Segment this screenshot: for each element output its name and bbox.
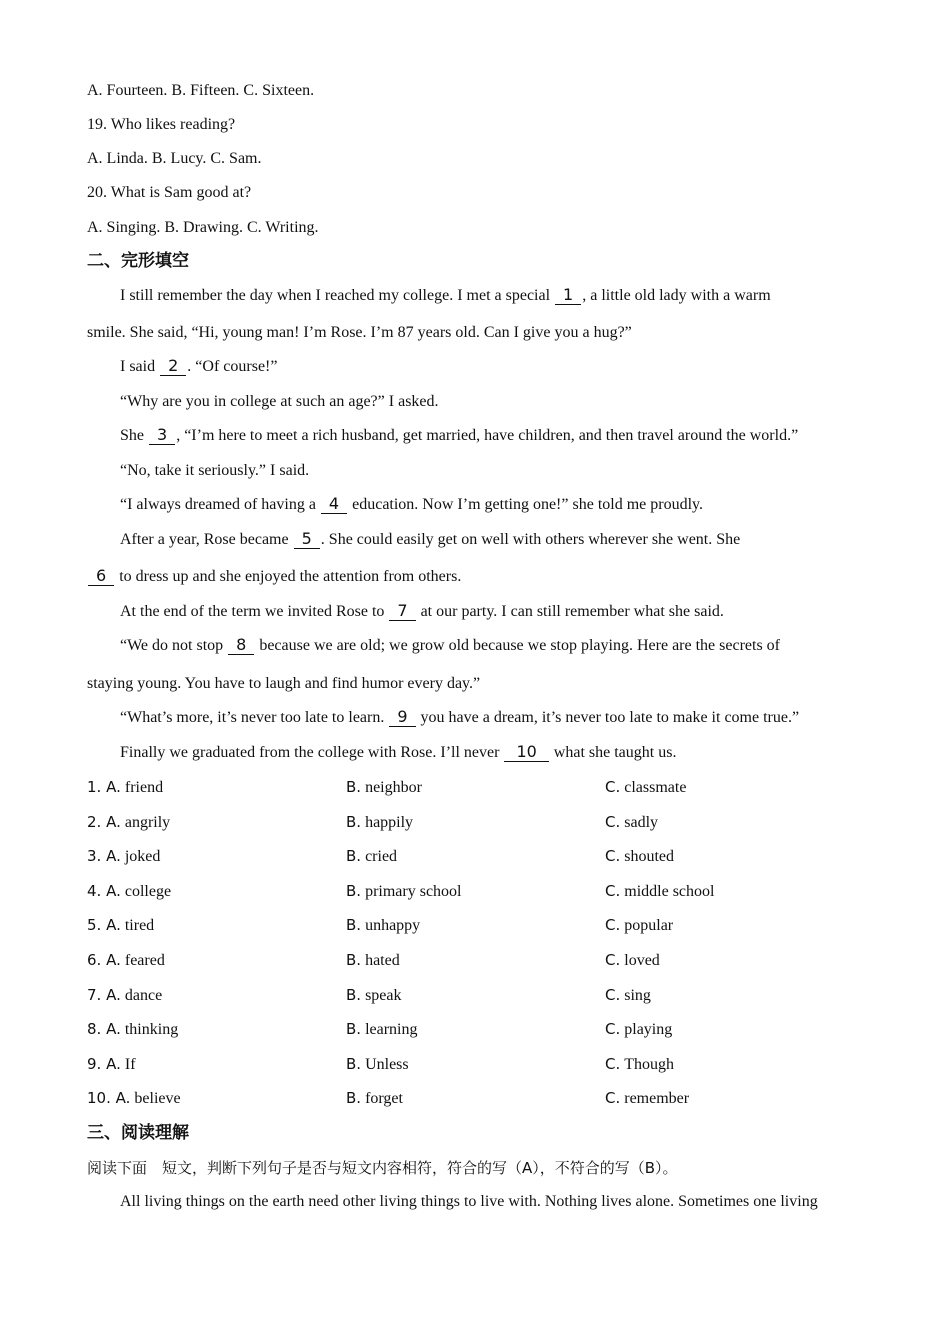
question-3-option-a [87, 846, 160, 867]
option-label: C. [605, 986, 621, 1004]
option-label: 9. A. [87, 1055, 121, 1073]
text-segment: what she taught us. [549, 744, 677, 761]
option-text: tired [124, 917, 155, 934]
option-label: 8. A. [87, 1020, 121, 1038]
question-8-option-a [87, 1019, 178, 1040]
option-text: angrily [124, 814, 171, 831]
question-5-option-c [605, 915, 673, 936]
option-text: forget [365, 1090, 403, 1107]
question-4-option-b [346, 881, 461, 902]
question-4-option-a [87, 881, 171, 902]
question-2-option-c [605, 812, 658, 833]
question-5-option-a [87, 915, 154, 936]
reading-heading: 三、阅读理解 [87, 1123, 189, 1143]
question-1-option-b [346, 777, 422, 798]
option-label: 2. A. [87, 813, 121, 831]
text-segment: , a little old lady with a warm [582, 287, 771, 304]
option-label: B. [346, 986, 362, 1004]
option-text: thinking [124, 1021, 179, 1038]
text-segment: because we are old; we grow old because we stop playing. Here are the secrets of [255, 637, 780, 654]
question-8-option-c [605, 1019, 672, 1040]
blank-6: 6 [88, 567, 114, 586]
blank-7: 7 [389, 602, 415, 621]
question-7-option-a [87, 985, 162, 1006]
option-text: popular [624, 917, 674, 934]
option-label: 1. A. [87, 778, 121, 796]
blank-1: 1 [555, 286, 581, 305]
question-2-option-b [346, 812, 413, 833]
option-label: B. [346, 813, 362, 831]
question-2-option-a [87, 812, 170, 833]
cloze-paragraph-2 [120, 357, 277, 377]
blank-9: 9 [389, 708, 415, 727]
blank-3: 3 [149, 426, 175, 445]
option-text: Unless [365, 1056, 409, 1073]
question-4-option-c [605, 881, 714, 902]
question-8-option-b [346, 1019, 417, 1040]
cloze-paragraph-1-cont: smile. She said, “Hi, young man! I’m Rose. I’m 87 years old. Can I give you a hug?” [87, 324, 632, 341]
question-9-option-b [346, 1054, 409, 1075]
blank-5: 5 [294, 530, 320, 549]
text-segment: . She could easily get on well with others wherever she went. She [320, 531, 741, 548]
option-label: B. [346, 951, 362, 969]
question-1-option-a [87, 777, 163, 798]
reading-instruction: 阅读下面 短文，判断下列句子是否与短文内容相符，符合的写（A），不符合的写（B）。 [87, 1159, 678, 1177]
text-segment: “What’s more, it’s never too late to learn. [120, 709, 389, 726]
q19-options: A. Linda. B. Lucy. C. Sam. [87, 150, 262, 167]
question-5-option-b [346, 915, 420, 936]
option-label: C. [605, 951, 621, 969]
text-segment: . “Of course!” [187, 358, 278, 375]
q18-options: A. Fourteen. B. Fifteen. C. Sixteen. [87, 82, 315, 99]
text-segment: to dress up and she enjoyed the attention from others. [115, 568, 462, 585]
text-segment: She [120, 427, 148, 444]
option-text: If [124, 1056, 136, 1073]
question-6-option-a [87, 950, 165, 971]
option-text: loved [624, 952, 660, 969]
cloze-paragraph-6 [120, 495, 703, 515]
q19-question: 19. Who likes reading? [87, 116, 236, 133]
option-text: neighbor [365, 779, 422, 796]
text-segment: “We do not stop [120, 637, 228, 654]
text-segment: I said [120, 358, 160, 375]
text-segment: , “I’m here to meet a rich husband, get married, have children, and then travel around the world.” [176, 427, 799, 444]
option-text: remember [624, 1090, 690, 1107]
cloze-paragraph-4 [120, 426, 798, 446]
text-segment: education. Now I’m getting one!” she told me proudly. [348, 496, 703, 513]
question-9-option-c [605, 1054, 674, 1075]
blank-8: 8 [228, 636, 254, 655]
option-text: playing [624, 1021, 673, 1038]
cloze-paragraph-1 [120, 286, 771, 306]
question-3-option-c [605, 846, 674, 867]
option-label: B. [346, 1020, 362, 1038]
option-text: Though [624, 1056, 675, 1073]
option-text: believe [134, 1090, 181, 1107]
option-label: 5. A. [87, 916, 121, 934]
cloze-paragraph-9-cont: staying young. You have to laugh and find humor every day.” [87, 675, 481, 692]
option-text: sing [624, 987, 651, 1004]
cloze-paragraph-11 [120, 743, 676, 763]
option-label: C. [605, 847, 621, 865]
text-segment: At the end of the term we invited Rose to [120, 603, 389, 620]
option-text: cried [365, 848, 398, 865]
question-9-option-a [87, 1054, 136, 1075]
option-label: C. [605, 778, 621, 796]
question-10-option-c [605, 1088, 689, 1109]
option-text: college [124, 883, 172, 900]
option-text: happily [365, 814, 414, 831]
option-label: 4. A. [87, 882, 121, 900]
option-text: friend [124, 779, 164, 796]
cloze-paragraph-10 [120, 708, 799, 728]
question-1-option-c [605, 777, 686, 798]
cloze-paragraph-7 [120, 530, 740, 550]
text-segment: “I always dreamed of having a [120, 496, 320, 513]
question-6-option-b [346, 950, 400, 971]
option-text: speak [365, 987, 402, 1004]
option-label: B. [346, 1055, 362, 1073]
blank-2: 2 [160, 357, 186, 376]
option-label: C. [605, 1089, 621, 1107]
question-6-option-c [605, 950, 660, 971]
option-label: B. [346, 916, 362, 934]
option-text: unhappy [365, 917, 421, 934]
text-segment: you have a dream, it’s never too late to make it come true.” [416, 709, 800, 726]
option-text: shouted [624, 848, 675, 865]
option-text: dance [124, 987, 163, 1004]
cloze-paragraph-7-cont [87, 567, 461, 587]
cloze-heading: 二、完形填空 [87, 251, 189, 271]
cloze-paragraph-3: “Why are you in college at such an age?” I asked. [120, 393, 439, 410]
option-text: feared [124, 952, 165, 969]
text-segment: at our party. I can still remember what she said. [416, 603, 724, 620]
question-3-option-b [346, 846, 397, 867]
q20-question: 20. What is Sam good at? [87, 184, 252, 201]
question-7-option-b [346, 985, 402, 1006]
blank-4: 4 [321, 495, 347, 514]
text-segment: I still remember the day when I reached my college. I met a special [120, 287, 555, 304]
option-text: sadly [624, 814, 659, 831]
text-segment: After a year, Rose became [120, 531, 293, 548]
option-label: C. [605, 1055, 621, 1073]
reading-paragraph-1: All living things on the earth need other living things to live with. Nothing lives alone. Sometimes one living [120, 1193, 818, 1210]
option-label: 3. A. [87, 847, 121, 865]
cloze-paragraph-8 [120, 602, 724, 622]
question-10-option-b [346, 1088, 403, 1109]
question-10-option-a [87, 1088, 181, 1109]
q20-options: A. Singing. B. Drawing. C. Writing. [87, 219, 319, 236]
question-7-option-c [605, 985, 651, 1006]
option-text: middle school [624, 883, 715, 900]
option-text: primary school [365, 883, 462, 900]
option-label: C. [605, 813, 621, 831]
text-segment: Finally we graduated from the college with Rose. I’ll never [120, 744, 504, 761]
cloze-paragraph-5: “No, take it seriously.” I said. [120, 462, 310, 479]
option-label: 10. A. [87, 1089, 131, 1107]
option-label: C. [605, 1020, 621, 1038]
cloze-paragraph-9 [120, 636, 780, 656]
blank-10: 10 [504, 743, 548, 762]
option-label: C. [605, 916, 621, 934]
option-label: B. [346, 847, 362, 865]
option-label: 7. A. [87, 986, 121, 1004]
option-label: B. [346, 882, 362, 900]
option-text: hated [365, 952, 400, 969]
option-label: B. [346, 1089, 362, 1107]
option-label: C. [605, 882, 621, 900]
option-text: learning [365, 1021, 418, 1038]
option-label: B. [346, 778, 362, 796]
option-label: 6. A. [87, 951, 121, 969]
option-text: joked [124, 848, 161, 865]
option-text: classmate [624, 779, 687, 796]
